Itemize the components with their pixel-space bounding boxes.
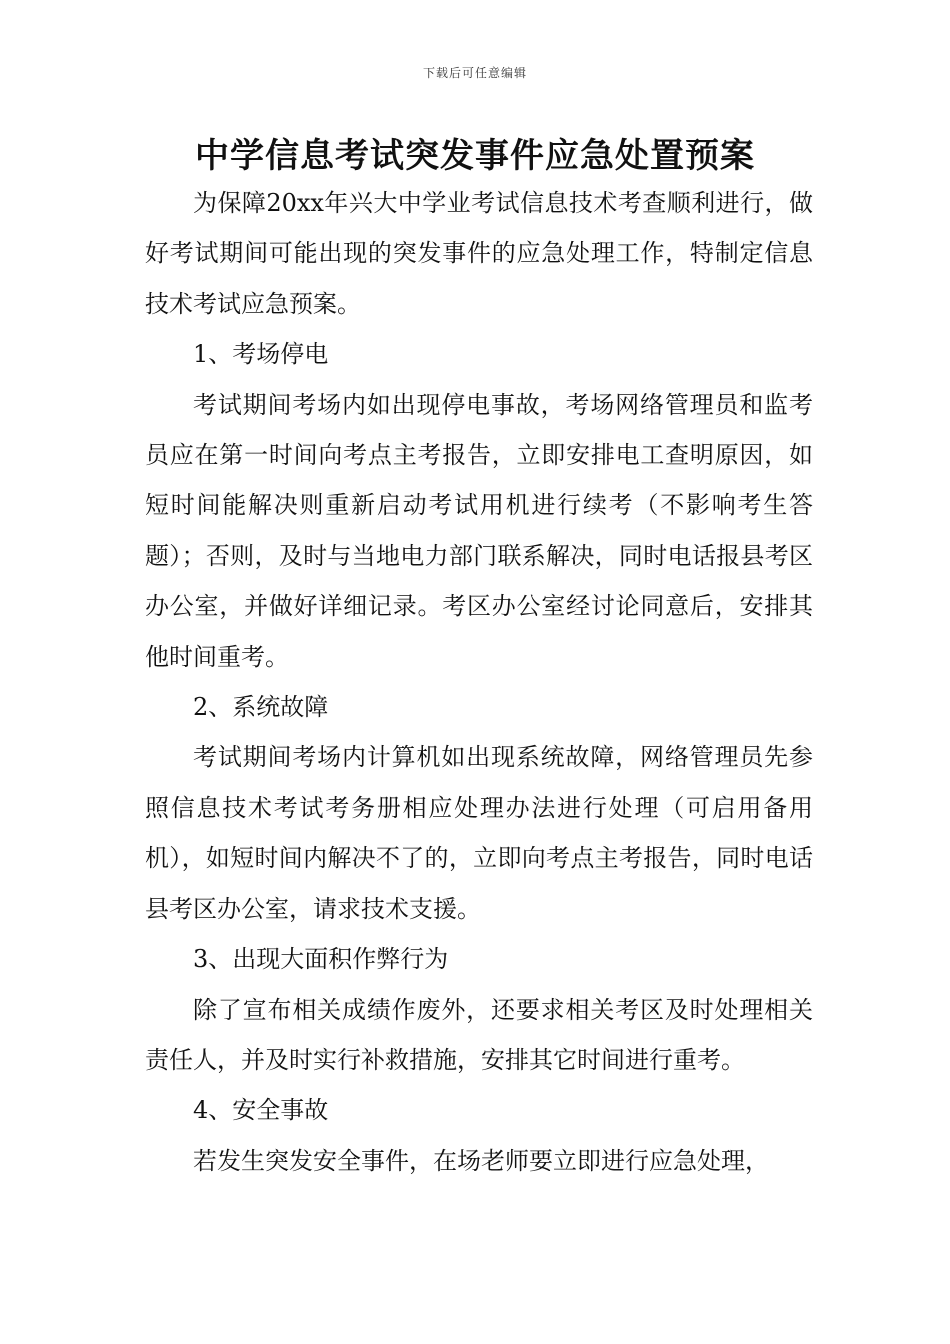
section-heading-system-failure: 2、系统故障	[193, 693, 329, 722]
header-note: 下载后可任意编辑	[422, 66, 527, 80]
section-body-power-outage: 考试期间考场内如出现停电事故，考场网络管理员和监考员应在第一时间向考点主考报告，立即安排电工查明原因，如短时间能解决则重新启动考试用机进行续考（不影响考生答题）；否则，及时与当地电力部门联系解决，同时电话报县考区办公室，并做好详细记录。考区办公室经讨论同意后，安排其他时间重考。	[145, 390, 813, 671]
section-body-system-failure: 考试期间考场内计算机如出现系统故障，网络管理员先参照信息技术考试考务册相应处理办法进行处理（可启用备用机），如短时间内解决不了的，立即向考点主考报告，同时电话县考区办公室，请求技术支援。	[145, 743, 813, 923]
document-body	[145, 178, 813, 1186]
section-heading-power-outage: 1、考场停电	[193, 340, 329, 369]
intro-paragraph: 为保障20xx年兴大中学业考试信息技术考查顺利进行，做好考试期间可能出现的突发事件的应急处理工作，特制定信息技术考试应急预案。	[145, 189, 813, 318]
section-body-mass-cheating: 除了宣布相关成绩作废外，还要求相关考区及时处理相关责任人，并及时实行补救措施，安排其它时间进行重考。	[145, 995, 813, 1074]
document-title: 中学信息考试突发事件应急处置预案	[195, 136, 755, 176]
section-heading-safety-incident: 4、安全事故	[193, 1096, 329, 1125]
section-body-safety-incident: 若发生突发安全事件，在场老师要立即进行应急处理，	[193, 1146, 769, 1175]
section-heading-mass-cheating: 3、出现大面积作弊行为	[193, 945, 449, 974]
